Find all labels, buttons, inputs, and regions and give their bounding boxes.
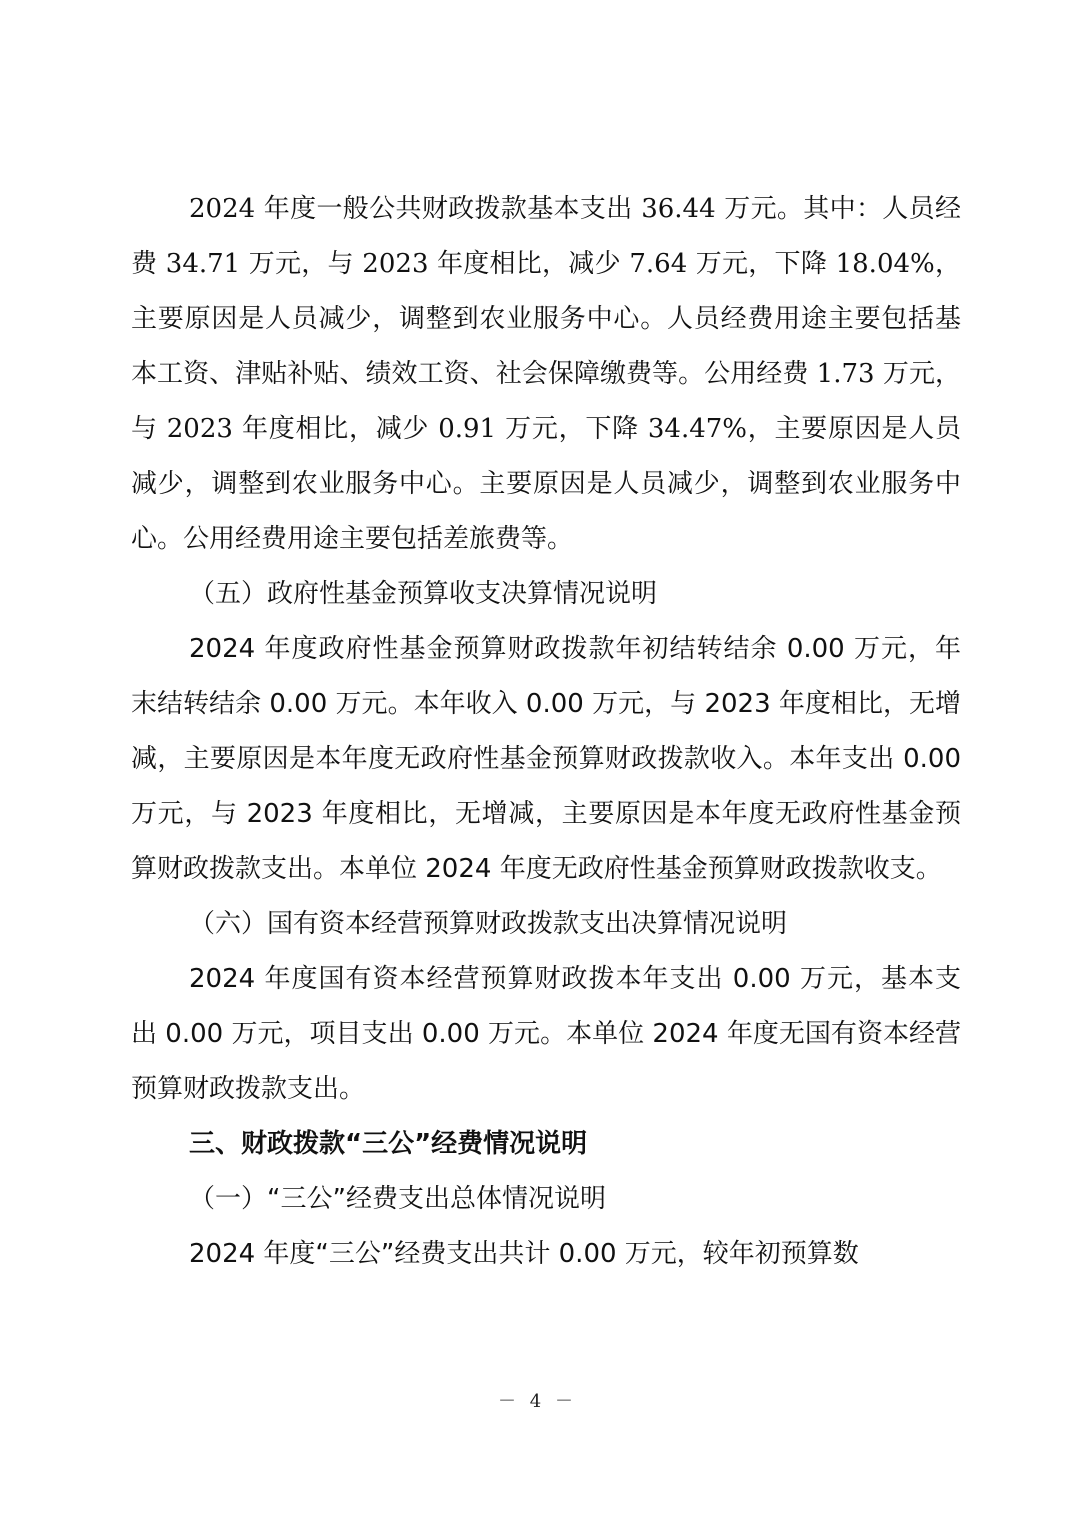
section-heading-government-fund: （五）政府性基金预算收支决算情况说明	[189, 579, 658, 609]
body-text	[131, 182, 961, 1282]
chapter-heading-three-public: 三、财政拨款“三公”经费情况说明	[189, 1129, 588, 1159]
section-heading-three-public-overview: （一）“三公”经费支出总体情况说明	[189, 1184, 606, 1214]
paragraph-government-fund: 2024 年度政府性基金预算财政拨款年初结转结余 0.00 万元，年末结转结余 0.00 万元。本年收入 0.00 万元，与 2023 年度相比，无增减，主要原因是本年度无政府性基金预算财政拨款收入。本年支出 0.00 万元，与 2023 年度相比，无增减，主要原因是本年度无政府性基金预算财政拨款支出。本单位 2024 年度无政府性基金预算财政拨款收支。	[131, 634, 961, 884]
paragraph-three-public-overview: 2024 年度“三公”经费支出共计 0.00 万元，较年初预算数	[189, 1239, 859, 1269]
page-number: － 4 －	[498, 1391, 577, 1412]
section-heading-state-capital: （六）国有资本经营预算财政拨款支出决算情况说明	[189, 909, 788, 939]
paragraph-state-capital: 2024 年度国有资本经营预算财政拨本年支出 0.00 万元，基本支出 0.00 万元，项目支出 0.00 万元。本单位 2024 年度无国有资本经营预算财政拨款支出。	[131, 964, 961, 1104]
paragraph-basic-expenditure: 2024 年度一般公共财政拨款基本支出 36.44 万元。其中：人员经费 34.71 万元，与 2023 年度相比，减少 7.64 万元，下降 18.04%，主要原因是人员减少，调整到农业服务中心。人员经费用途主要包括基本工资、津贴补贴、绩效工资、社会保障缴费等。公用经费 1.73 万元，与 2023 年度相比，减少 0.91 万元，下降 34.47%，主要原因是人员减少，调整到农业服务中心。主要原因是人员减少，调整到农业服务中心。公用经费用途主要包括差旅费等。	[131, 194, 961, 554]
